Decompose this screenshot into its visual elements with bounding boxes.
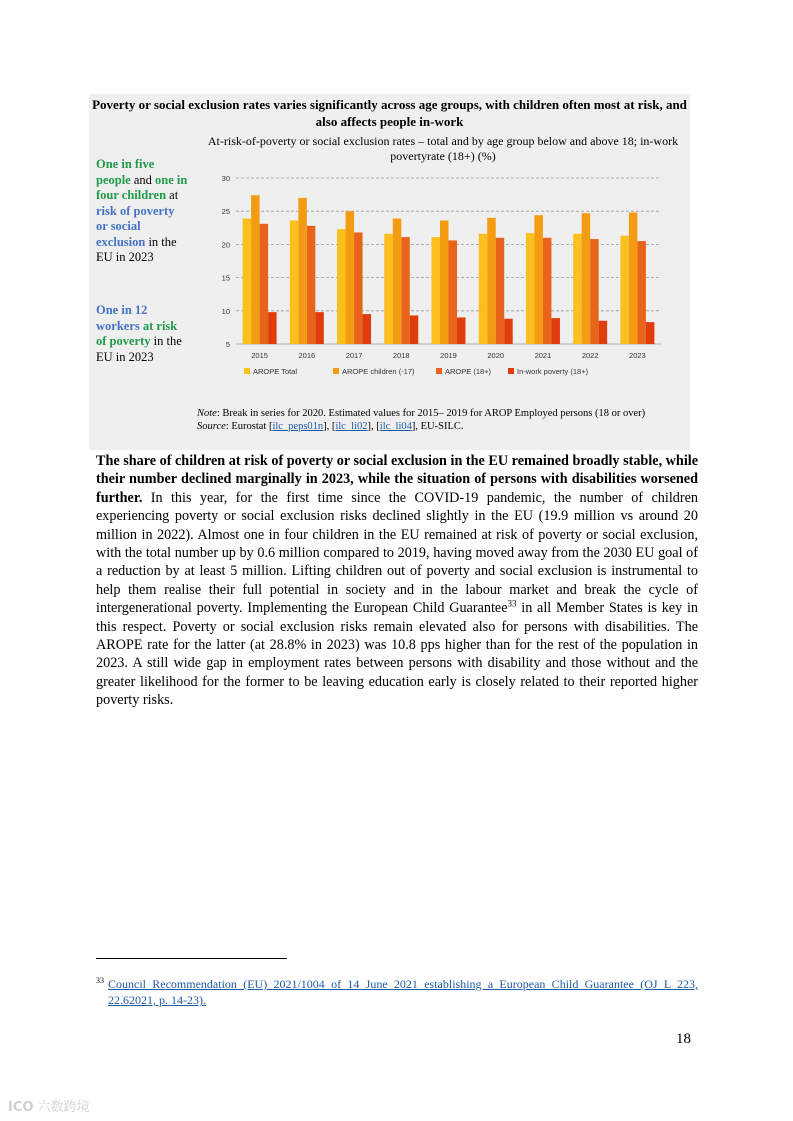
bar: [551, 318, 560, 344]
bar: [646, 322, 655, 344]
bar: [457, 317, 466, 344]
footnote-link[interactable]: Council Recommendation (EU) 2021/1004 of 14 June 2021 establishing a European Child Guarantee (OJ L 223, 22.62021, p. 14-23).: [108, 977, 698, 1007]
legend-swatch: [508, 368, 514, 374]
bar: [363, 314, 372, 344]
x-tick-label: 2022: [581, 351, 599, 360]
callout-children: [96, 157, 188, 266]
callout2-p2: at risk: [139, 318, 178, 333]
footnote-number: 33: [96, 976, 104, 985]
y-tick-label: 30: [221, 174, 230, 183]
callout2-p4: in the EU in 2023: [96, 334, 182, 364]
watermark: [8, 1096, 90, 1115]
bar: [260, 224, 269, 344]
bar: [629, 213, 638, 344]
bar: [637, 241, 646, 344]
legend-label: In-work poverty (18+): [517, 367, 589, 376]
bar: [496, 238, 505, 344]
note-label: Note: [197, 408, 217, 419]
bar: [243, 219, 252, 344]
footnote-rule: [96, 958, 287, 959]
callout2-p3: of poverty: [96, 334, 151, 348]
source-label: Source: [197, 420, 226, 432]
bar: [337, 229, 346, 344]
body-text-2: in all Member States is key in this respect. Poverty or social exclusion risks remain elevated also for persons with disabilities. The AROPE rate for the latter (at 28.8% in 2023) was 10.8 pps higher than for the rest of the population in 2023. A still wide gap in employment rates between persons with disability and those without and the greater likelihood for the former to be leaving education early is closely related to their reported higher poverty risks.: [96, 600, 698, 709]
source-sep: ], [: [323, 420, 336, 432]
source-sep: ], [: [367, 420, 380, 432]
x-tick-label: 2023: [629, 351, 646, 360]
bar: [573, 234, 582, 344]
x-tick-label: 2019: [440, 351, 457, 360]
legend-swatch: [333, 368, 339, 374]
bar: [307, 226, 316, 344]
bar: [440, 220, 449, 344]
callout1-p5: risk of poverty or social exclusion: [96, 203, 175, 249]
box-title: Poverty or social exclusion rates varies significantly across age groups, with children often most at risk, and also affects people in-work: [92, 97, 687, 129]
callout1-p3: one in four children: [96, 172, 188, 202]
link-ilc-peps01n[interactable]: ilc_peps01n: [272, 420, 324, 432]
legend-swatch: [244, 368, 250, 374]
bar: [251, 195, 260, 344]
note-text: : Break in series for 2020. Estimated values for 2015– 2019 for AROP Employed persons (18 or over): [216, 408, 646, 419]
legend-swatch: [436, 368, 442, 374]
callout1-p4: at: [166, 188, 179, 202]
y-tick-label: 5: [225, 340, 230, 349]
bar: [543, 238, 552, 344]
x-tick-label: 2015: [251, 351, 268, 360]
x-tick-label: 2017: [345, 351, 363, 360]
bar: [620, 236, 629, 344]
link-ilc-li02[interactable]: ilc_li02: [335, 420, 368, 432]
bar: [384, 234, 393, 344]
bar: [393, 219, 402, 344]
bar: [298, 198, 307, 344]
y-tick-label: 20: [221, 240, 230, 250]
chart-title: At-risk-of-poverty or social exclusion rates – total and by age group below and above 18; in-work povertyrate (18+) (%): [207, 134, 679, 163]
legend-label: AROPE (18+): [445, 367, 492, 376]
x-tick-label: 2016: [298, 351, 316, 360]
bar: [504, 319, 513, 344]
callout1-p6: in the EU in 2023: [96, 234, 177, 264]
bar: [534, 215, 543, 344]
x-tick-label: 2018: [392, 351, 410, 360]
footnote-ref: 33: [507, 598, 517, 609]
bar: [315, 312, 324, 344]
bar: [590, 239, 599, 344]
legend-label: AROPE children (-17): [342, 367, 415, 376]
watermark-text: 六数跨境: [37, 1100, 90, 1115]
body-bold-lead: The share of children at risk of poverty or social exclusion in the EU remained broadly stable, while their number declined marginally in 2023, while the situation of persons with disabilities worsened further.: [96, 453, 698, 506]
bar: [401, 237, 410, 344]
x-tick-label: 2020: [487, 351, 505, 360]
x-tick-label: 2021: [534, 351, 552, 360]
y-tick-label: 10: [221, 306, 230, 316]
callout1-p1: One in five people: [96, 157, 155, 187]
bar: [432, 237, 441, 344]
chart-notes: [197, 408, 687, 433]
source-text: : Eurostat [: [225, 420, 273, 432]
note-line: [197, 408, 687, 421]
body-text-1: In this year, for the first time since the COVID-19 pandemic, the number of children experiencing poverty or social exclusion risks declined slightly in the EU (19.9 million vs around 20 million in 2022). Almost one in four children in the EU remained at risk of poverty or social exclusion, with the total number up by 0.6 million compared to 2019, having moved away from the 2030 EU goal of a reduction by at least 5 million. Lifting children out of poverty and social exclusion is instrumental to help them realise their full potential in society and in the labour market and break the cycle of intergenerational poverty. Implementing the European Child Guarantee: [96, 489, 698, 617]
bar: [599, 321, 608, 344]
y-tick-label: 25: [221, 207, 230, 217]
bar: [526, 233, 535, 344]
bar: [354, 232, 363, 344]
bar: [346, 211, 355, 344]
bar: [449, 240, 458, 344]
legend-label: AROPE Total: [253, 367, 298, 376]
callout2-p1: One in 12 workers: [96, 303, 148, 333]
bar: [410, 315, 419, 344]
watermark-logo: ICO: [8, 1100, 34, 1115]
link-ilc-li04[interactable]: ilc_li04: [379, 420, 412, 432]
page-number: 18: [676, 1031, 691, 1047]
callout-workers: [96, 303, 188, 365]
y-tick-label: 15: [221, 273, 230, 283]
source-text-end: ], EU-SILC.: [411, 420, 464, 432]
bar: [268, 312, 277, 344]
footnote: [96, 976, 698, 1008]
chart-box: [89, 94, 690, 450]
source-line: [197, 421, 687, 434]
bar: [582, 213, 591, 344]
bar-chart: [206, 168, 672, 386]
bar: [487, 218, 496, 344]
body-paragraph: [96, 452, 698, 710]
bar: [290, 220, 299, 344]
callout1-p2: and: [130, 172, 156, 187]
bar: [479, 234, 488, 344]
